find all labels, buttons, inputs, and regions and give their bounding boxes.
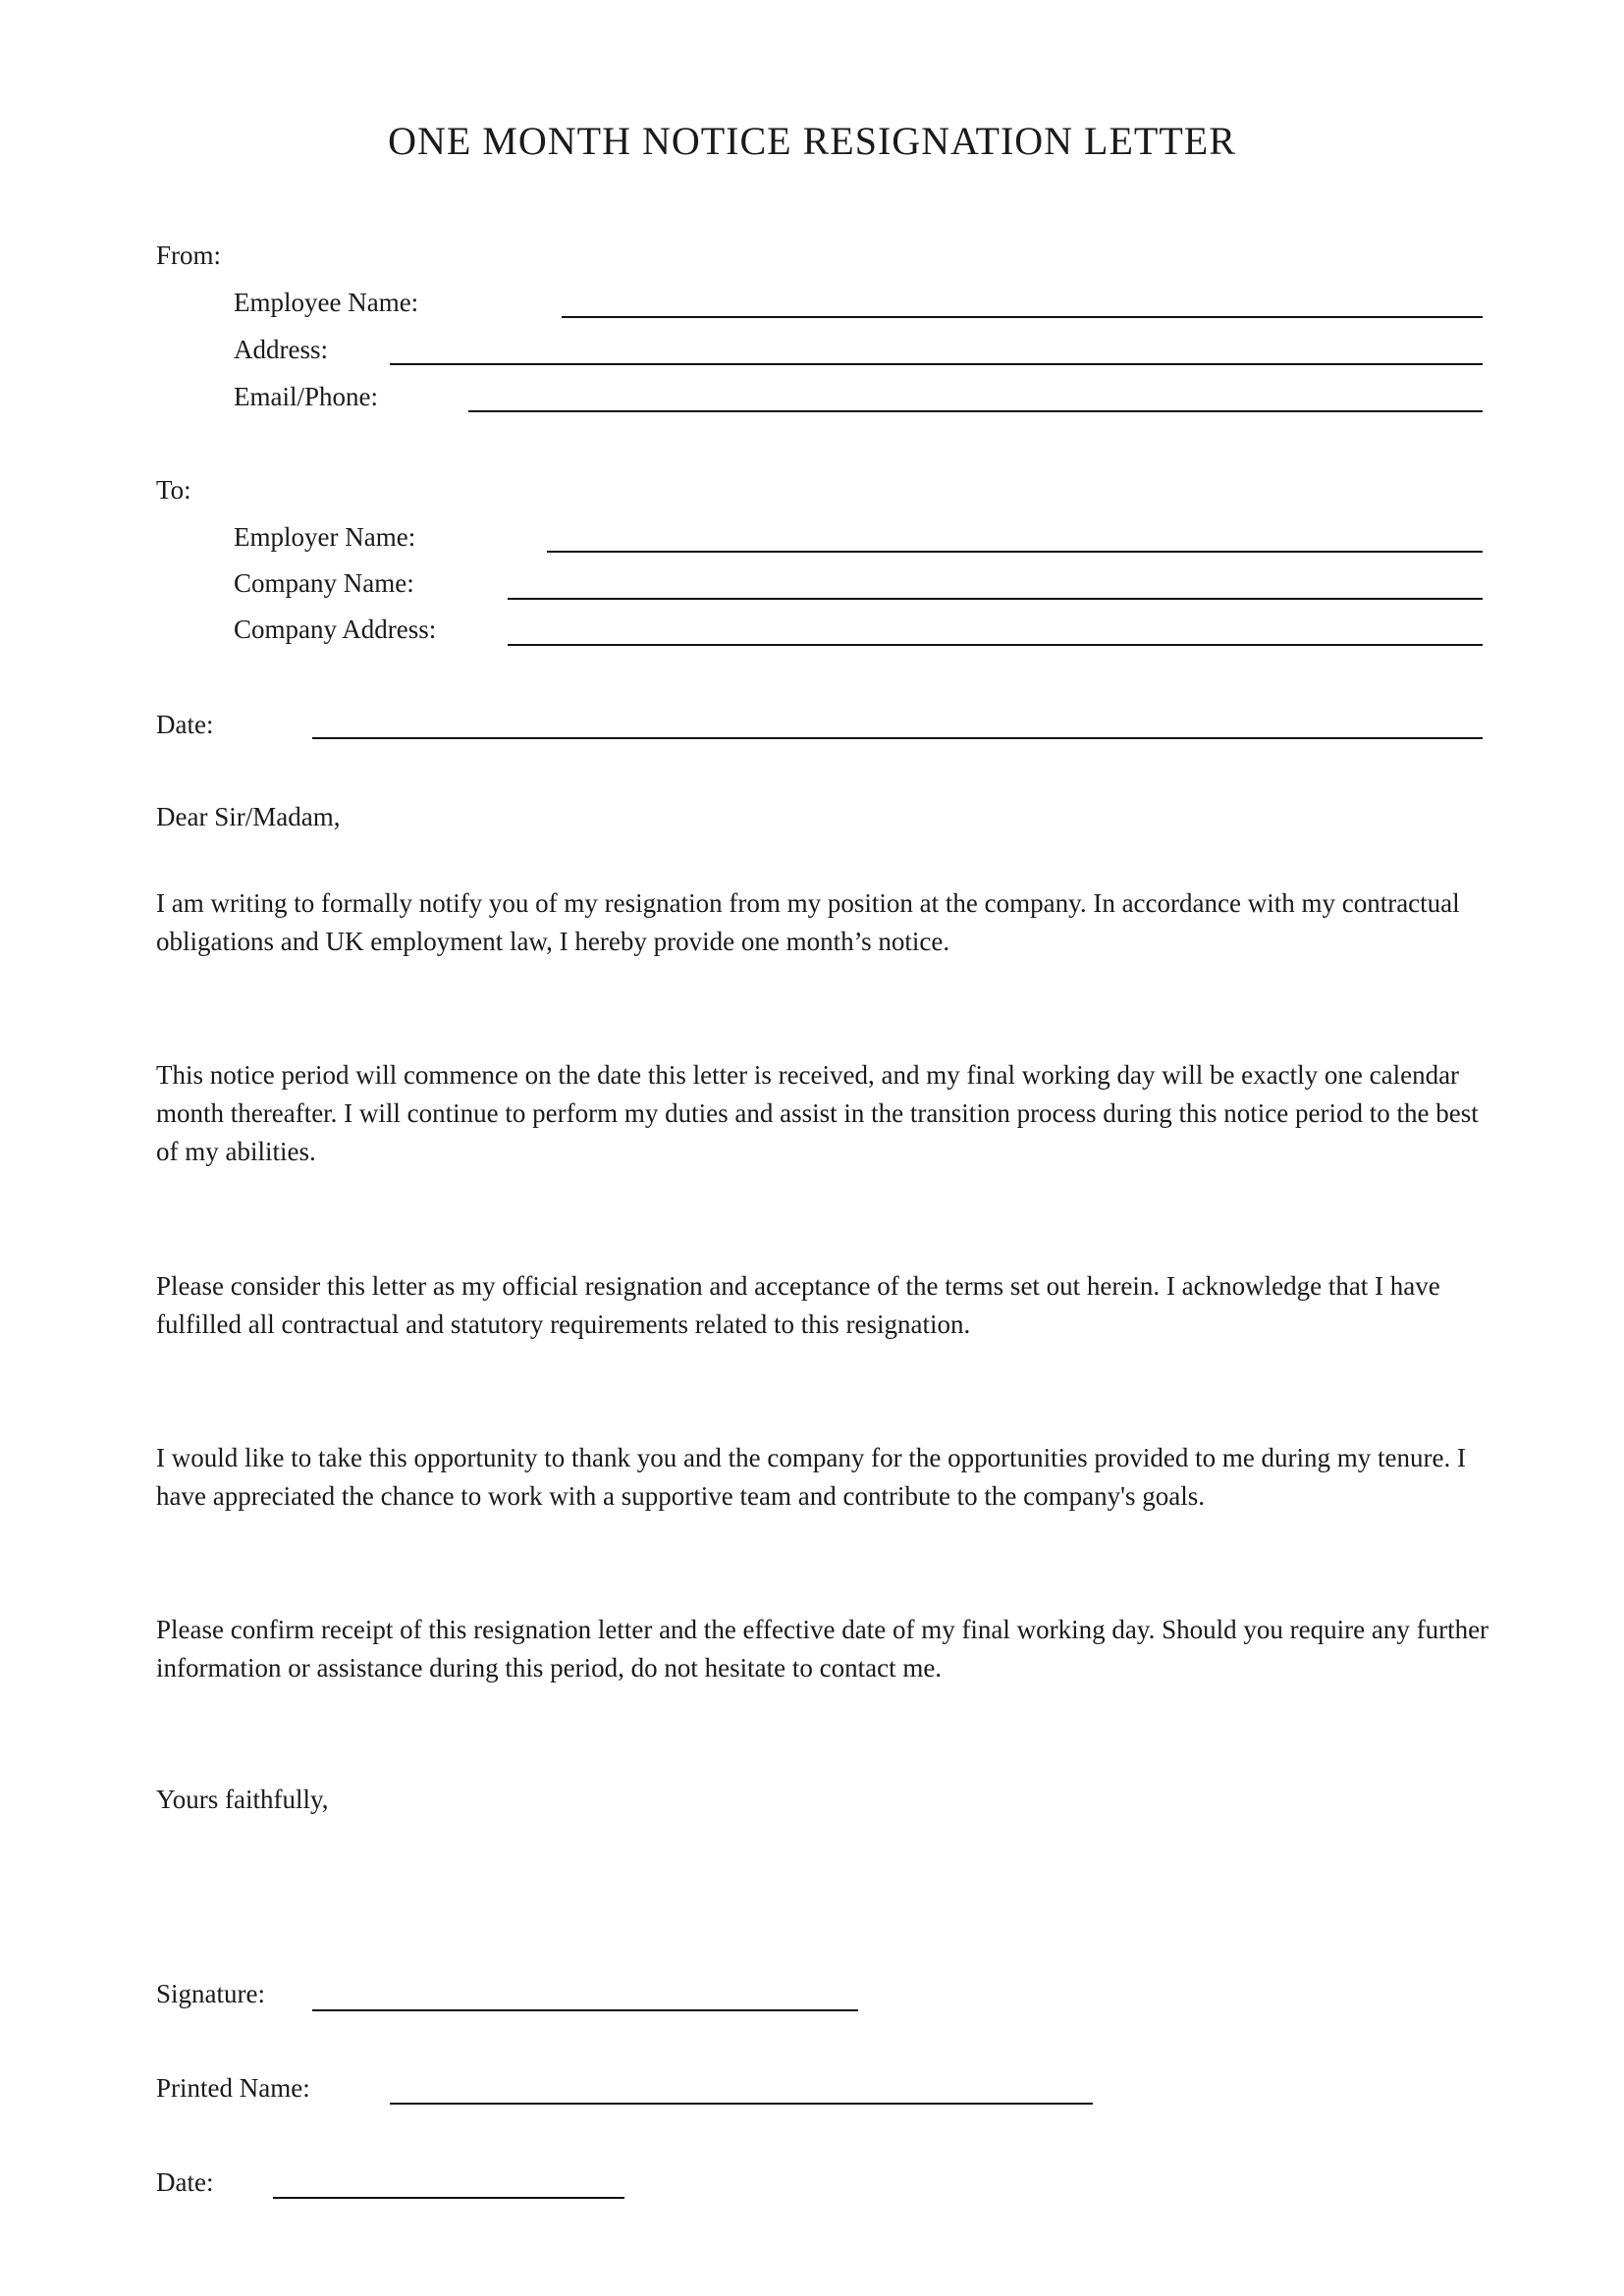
signature-date-field[interactable]	[273, 2197, 624, 2199]
company-name-field[interactable]	[508, 598, 1483, 600]
date-label: Date:	[156, 710, 214, 739]
employer-name-field[interactable]	[547, 551, 1483, 553]
address-field[interactable]	[390, 363, 1483, 365]
employee-name-field[interactable]	[562, 316, 1483, 318]
email-phone-field[interactable]	[468, 410, 1483, 412]
company-name-label: Company Name:	[234, 568, 414, 598]
closing: Yours faithfully,	[156, 1785, 329, 1814]
body-paragraph: Please confirm receipt of this resignation letter and the effective date of my final working day. Should you require any further information or assistance during this period, do not hesitate to contact me.	[156, 1615, 1489, 1682]
email-phone-label: Email/Phone:	[234, 382, 378, 411]
date-field[interactable]	[312, 737, 1483, 739]
body-paragraph: I am writing to formally notify you of my resignation from my position at the company. In accordance with my contractual obligations and UK employment law, I hereby provide one month’s notice.	[156, 888, 1460, 956]
body-paragraph: This notice period will commence on the date this letter is received, and my final working day will be exactly one calendar month thereafter. I will continue to perform my duties and assist in the transition process during this notice period to the best of my abilities.	[156, 1060, 1479, 1166]
address-label: Address:	[234, 335, 328, 364]
page-title: ONE MONTH NOTICE RESIGNATION LETTER	[388, 119, 1236, 163]
signature-field[interactable]	[312, 2009, 858, 2011]
signature-label: Signature:	[156, 1979, 265, 2008]
printed-name-field[interactable]	[390, 2103, 1093, 2105]
employer-name-label: Employer Name:	[234, 522, 416, 552]
signature-date-label: Date:	[156, 2167, 214, 2197]
body-paragraph: Please consider this letter as my official resignation and acceptance of the terms set out herein. I acknowledge that I have fulfilled all contractual and statutory requirements related to this resignation.	[156, 1271, 1440, 1339]
to-heading: To:	[156, 475, 191, 505]
salutation: Dear Sir/Madam,	[156, 802, 341, 831]
body-paragraph: I would like to take this opportunity to thank you and the company for the opportunities provided to me during my tenure. I have appreciated the chance to work with a supportive team and contribute to the company's goals.	[156, 1443, 1466, 1511]
printed-name-label: Printed Name:	[156, 2073, 310, 2103]
from-heading: From:	[156, 240, 222, 270]
company-address-label: Company Address:	[234, 614, 437, 644]
company-address-field[interactable]	[508, 644, 1483, 646]
employee-name-label: Employee Name:	[234, 288, 419, 317]
